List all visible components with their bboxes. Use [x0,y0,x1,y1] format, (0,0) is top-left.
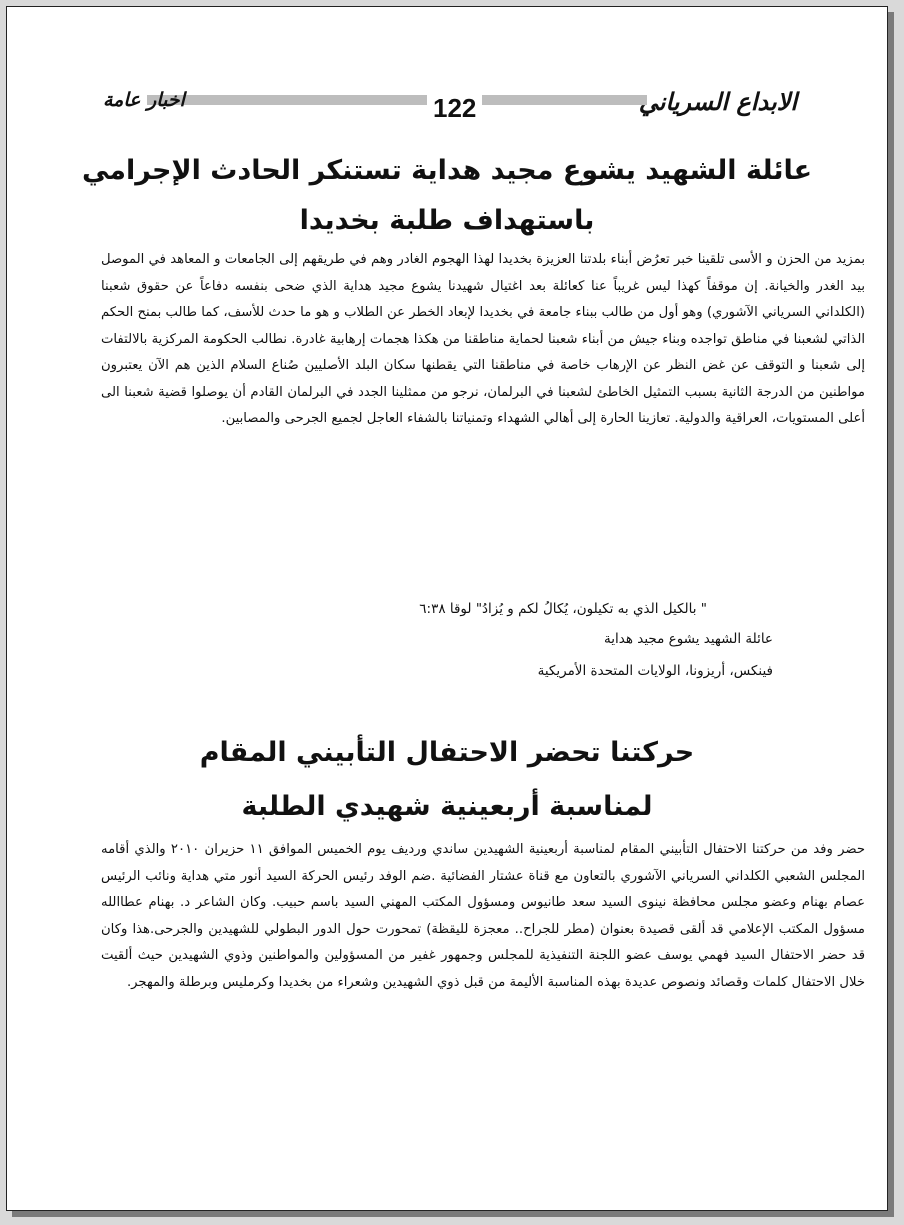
article1-quote: " بالكيل الذي به تكيلون، يُكالُ لكم و يُزادُ" لوقا ٦:٣٨ [419,601,707,617]
article1-signature: عائلة الشهيد يشوع مجيد هداية [604,631,773,647]
article1-body: بمزيد من الحزن و الأسى تلقينا خبر تعرُض أبناء بلدتنا العزيزة بخديدا لهذا الهجوم الغادر وهم في طريقهم إلى الجامعات و المعاهد في الموصل بيد الغدر والخيانة. إن موقفاً كهذا ليس غريباً عنا كعائلة بعد اغتيال شهيدنا يشوع مجيد هداية الذي ضحى بنفسه دفاعاً عن حقوق شعبنا (الكلداني السرياني الآشوري) وهو أول من طالب ببناء جامعة في بخديدا لإبعاد الخطر عن الطلاب و هو ما حدث للأسف، كما طالب بمنح الحكم الذاتي لشعبنا في مناطق تواجده وبناء جيش من أبناء شعبنا لحماية مناطقنا من هكذا هجمات إرهابية غادرة. نطالب الحكومة المركزية بالالتفات إلى شعبنا و التوقف عن غض النظر عن الإرهاب خاصة في مناطقنا التي يقطنها سكان البلد الأصليين صُناع السلام الذين هم الآن يعتبرون مواطنين من الدرجة الثانية بسبب التمثيل الخاطئ لشعبنا في البرلمان، نرجو من ممثلينا الجدد في البرلمان القادم أن يوصلوا قضية شعبنا الى أعلى المستويات، العراقية والدولية. تعازينا الحارة إلى أهالي الشهداء وتمنياتنا بالشفاء العاجل لجميع الجرحى والمصابين. [101,252,865,426]
article1-title-line2: باستهداف طلبة بخديدا [299,205,595,236]
page-header [7,87,887,121]
header-rule [147,95,647,105]
magazine-name: الابداع السرياني [638,87,797,116]
page-number: 122 [427,93,482,124]
magazine-page [6,6,888,1211]
article1-title-line1: عائلة الشهيد يشوع مجيد هداية تستنكر الحادث الإجرامي [81,155,813,186]
article2-body: حضر وفد من حركتنا الاحتفال التأبيني المقام لمناسبة أربعينية الشهيدين ساندي ورديف يوم الخميس الموافق ١١ حزيران ٢٠١٠ والذي أقامه المجلس الشعبي الكلداني السرياني الآشوري بالتعاون مع قناة عشتار الفضائية .ضم الوفد رئيس الحركة السيد أنور متي هداية ونائب الرئيس عصام بهنام وعضو مجلس محافظة نينوى السيد سعد طانيوس ومسؤول المكتب المهني السيد باسم حبيب. وكان الشاعر د. بهنام عطاالله مسؤول المكتب الإعلامي قد ألقى قصيدة بعنوان (مطر للجراح.. معجزة لليقظة) تمحورت حول الدور البطولي للشهيدين والجرحى.هذا وكان قد حضر الاحتفال السيد فهمي يوسف عضو اللجنة التنفيذية للمجلس وجمهور غفير من المسؤولين والمواطنين وذوي الشهيدين حيث ألقيت خلال الاحتفال كلمات وقصائد ونصوص عديدة بهذه المناسبة الأليمة من قبل ذوي الشهيدين وشعراء من بخديدا وكرمليس وبرطلة والمهجر. [101,842,865,990]
article1-location: فينكس، أريزونا، الولايات المتحدة الأمريكية [537,663,773,679]
article2-title-line2: لمناسبة أربعينية شهيدي الطلبة [241,791,653,822]
section-name: اخبار عامة [103,89,185,111]
article2-title-line1: حركتنا تحضر الاحتفال التأبيني المقام [199,737,695,768]
